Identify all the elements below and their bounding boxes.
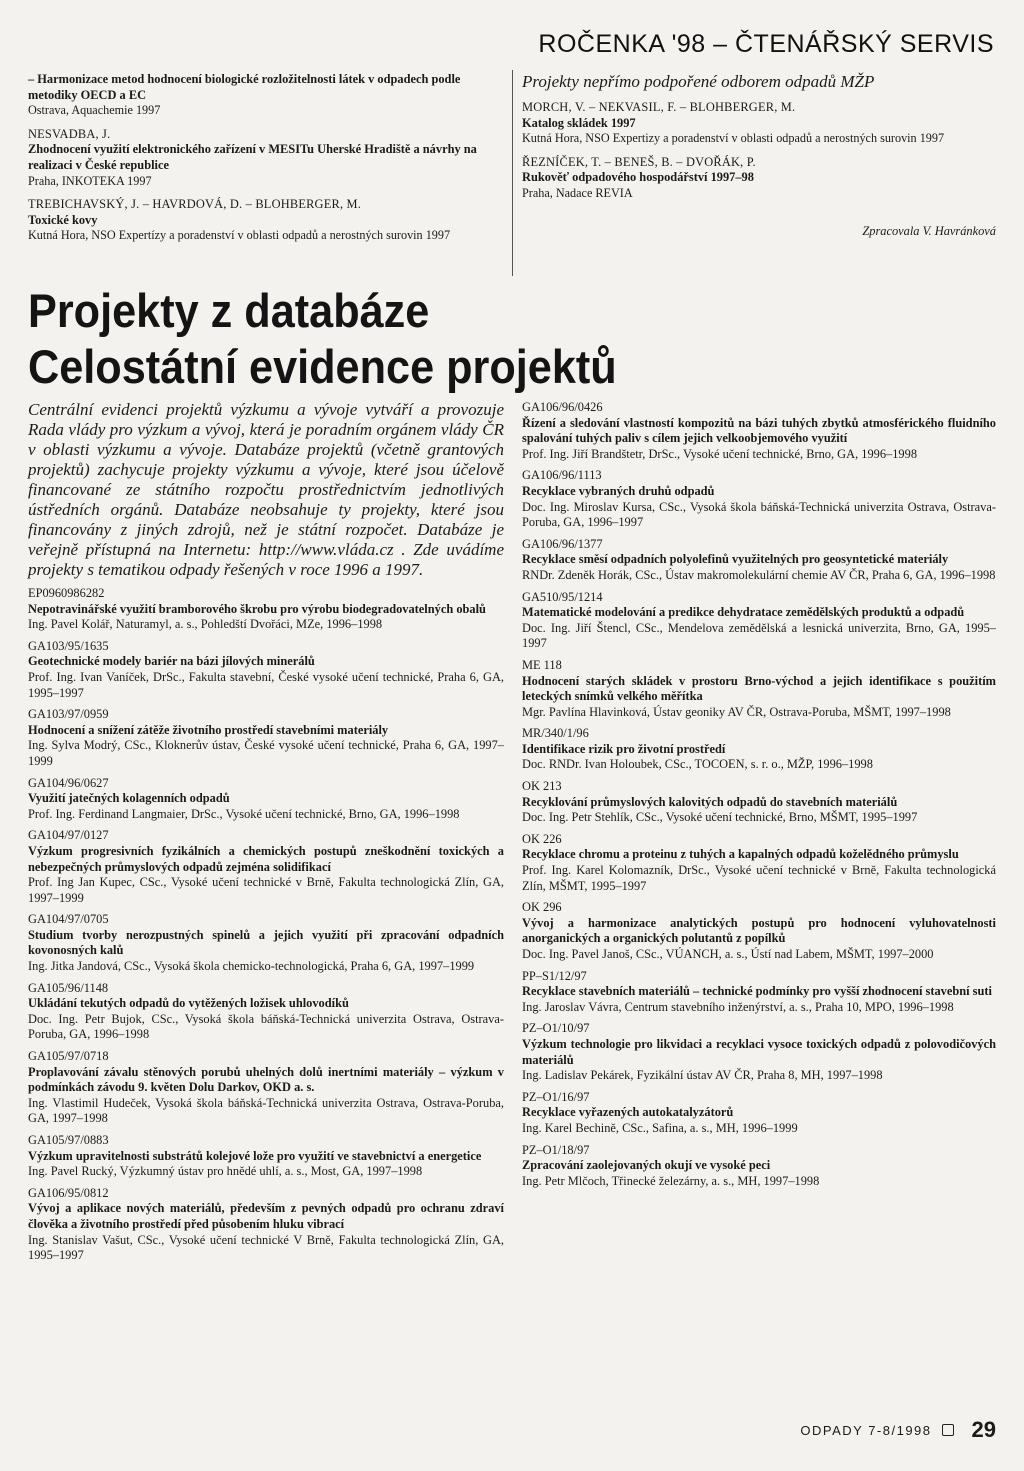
project-code: PZ–O1/10/97 <box>522 1021 590 1036</box>
entry-title: Toxické kovy <box>28 212 98 227</box>
project-title: Výzkum progresivních fyzikálních a chemických postupů zneškodnění toxických a nebezpečných průmyslových odpadů zejména solidifikací <box>28 843 504 874</box>
project-entry <box>28 639 504 701</box>
project-info: Ing. Jitka Jandová, CSc., Vysoká škola chemicko-technologická, Praha 6, GA, 1997–1999 <box>28 959 475 974</box>
project-title: Recyklace vyřazených autokatalyzátorů <box>522 1105 734 1120</box>
entry-title: – Harmonizace metod hodnocení biologické rozložitelnosti látek v odpadech podle metodiky OECD a EC <box>28 72 461 102</box>
project-title: Recyklace vybraných druhů odpadů <box>522 483 715 498</box>
intro-paragraph: Centrální evidenci projektů výzkumu a vývoje vytváří a provozuje Rada vlády pro výzkum a vývoj, která je poradním orgánem vlády ČR v oblasti výzkumu a vývoje. Databáze projektů (včetně grantových projektů) zachycuje projekty výzkumu a vývoje, které jsou účelově financované ze státního rozpočtu prostřednictvím jednotlivých ústředních orgánů. Databáze neobsahuje ty projekty, které jsou financovány z jiných zdrojů, než je státní rozpočet. Databáze je veřejně přístupná na Internetu: http://www.vláda.cz . Zde uvádíme projekty s tematikou odpady řešených v roce 1996 a 1997. <box>28 400 504 579</box>
project-info: Doc. Ing. Miroslav Kursa, CSc., Vysoká škola báňská-Technická univerzita Ostrava, Ostrava-Poruba, GA, 1996–1997 <box>522 499 996 530</box>
project-info: Doc. Ing. Jiří Štencl, CSc., Mendelova zemědělská a lesnická univerzita, Brno, GA, 1995–1997 <box>522 620 996 651</box>
project-code: GA106/96/1113 <box>522 468 602 483</box>
project-code: PZ–O1/18/97 <box>522 1142 590 1157</box>
bibliography-entry <box>28 127 504 189</box>
project-title: Proplavování závalu stěnových porubů uhelných dolů inertními materiály – výzkum v podmínkách závodu 9. květen Dolu Darkov, OKD a. s. <box>28 1064 504 1095</box>
entry-authors: ŘEZNÍČEK, T. – BENEŠ, B. – DVOŘÁK, P. <box>522 154 756 169</box>
project-entry <box>522 537 996 584</box>
project-entry <box>28 828 504 906</box>
project-title: Výzkum upravitelnosti substrátů kolejové lože pro využití ve stavebnictví a energetice <box>28 1148 482 1163</box>
project-code: GA104/97/0127 <box>28 828 109 843</box>
project-code: GA105/97/0718 <box>28 1049 109 1064</box>
header-title: ROČENKA '98 – ČTENÁŘSKÝ SERVIS <box>538 30 994 58</box>
project-code: OK 226 <box>522 831 562 846</box>
projects-column-left <box>28 400 504 1270</box>
project-info: Doc. Ing. Petr Bujok, CSc., Vysoká škola báňská-Technická univerzita Ostrava, Ostrava-Poruba, GA, 1996–1998 <box>28 1011 504 1042</box>
project-code: GA106/96/0426 <box>522 400 603 414</box>
section-heading: Projekty nepřímo podpořené odborem odpadů MŽP <box>522 72 875 91</box>
project-entry <box>28 912 504 974</box>
project-code: OK 296 <box>522 900 562 915</box>
project-info: Ing. Pavel Rucký, Výzkumný ústav pro hnědé uhlí, a. s., Most, GA, 1997–1998 <box>28 1164 423 1179</box>
entry-title: Zhodnocení využití elektronického zařízení v MESITu Uherské Hradiště a návrhy na realizaci v České republice <box>28 142 477 172</box>
project-title: Recyklace chromu a proteinu z tuhých a kapalných odpadů koželědného průmyslu <box>522 847 959 862</box>
entry-publisher: Praha, INKOTEKA 1997 <box>28 173 152 188</box>
project-code: PP–S1/12/97 <box>522 968 587 983</box>
bibliography-entry <box>28 197 504 244</box>
entry-publisher: Ostrava, Aquachemie 1997 <box>28 103 161 118</box>
project-entry <box>28 1186 504 1264</box>
bibliography-right <box>522 72 996 239</box>
project-code: PZ–O1/16/97 <box>522 1089 590 1104</box>
project-code: GA105/96/1148 <box>28 980 109 995</box>
entry-authors: TREBICHAVSKÝ, J. – HAVRDOVÁ, D. – BLOHBERGER, M. <box>28 197 362 212</box>
project-info: Ing. Stanislav Vašut, CSc., Vysoké učení technické V Brně, Fakulta technologická Zlín, GA, 1995–1997 <box>28 1232 504 1263</box>
project-info: Prof. Ing. Ferdinand Langmaier, DrSc., Vysoké učení technické, Brno, GA, 1996–1998 <box>28 806 460 821</box>
page-footer <box>800 1417 996 1443</box>
project-info: Prof. Ing. Ivan Vaníček, DrSc., Fakulta stavební, České vysoké učení technické, Praha 6, GA, 1995–1997 <box>28 669 504 700</box>
project-info: RNDr. Zdeněk Horák, CSc., Ústav makromolekulární chemie AV ČR, Praha 6, GA, 1996–1998 <box>522 567 996 582</box>
entry-publisher: Praha, Nadace REVIA <box>522 185 633 200</box>
project-title: Řízení a sledování vlastností kompozitů na bázi tuhých zbytků atmosférického fluidního spalování tuhých paliv s cílem jejich velkoobjemového využití <box>522 415 996 446</box>
bibliography-entry <box>28 72 504 119</box>
project-entry <box>28 776 504 823</box>
project-entry <box>522 900 996 962</box>
project-entry <box>522 779 996 826</box>
project-info: Ing. Ladislav Pekárek, Fyzikální ústav AV ČR, Praha 8, MH, 1997–1998 <box>522 1068 883 1083</box>
article-title-line: Projekty z databáze <box>28 284 430 337</box>
project-title: Recyklace stavebních materiálů – technické podmínky pro vyšší zhodnocení stavební suti <box>522 984 992 999</box>
project-code: GA104/96/0627 <box>28 775 109 790</box>
project-title: Recyklace směsí odpadních polyolefinů využitelných pro geosyntetické materiály <box>522 552 949 567</box>
project-info: Prof. Ing. Karel Kolomazník, DrSc., Vysoké učení technické v Brně, Fakulta technologická Zlín, MŠMT, 1995–1997 <box>522 863 996 893</box>
project-title: Nepotravinářské využití bramborového škrobu pro výrobu biodegradovatelných obalů <box>28 601 486 616</box>
project-title: Výzkum technologie pro likvidaci a recyklaci vysoce toxických odpadů z polovodičových materiálů <box>522 1036 996 1067</box>
project-entry <box>522 1090 996 1137</box>
project-info: Prof. Ing Jan Kupec, CSc., Vysoké učení technické v Brně, Fakulta technologická Zlín, GA, 1997–1999 <box>28 875 504 905</box>
project-title: Ukládání tekutých odpadů do vytěžených ložisek uhlovodíků <box>28 996 349 1011</box>
project-info: Ing. Petr Mlčoch, Třinecké železárny, a. s., MH, 1997–1998 <box>522 1173 820 1188</box>
entry-publisher: Kutná Hora, NSO Expertizy a poradenství v oblasti odpadů a nerostných surovin 1997 <box>522 131 945 146</box>
article-title-line: Celostátní evidence projektů <box>28 340 617 393</box>
project-info: Prof. Ing. Jiří Brandštetr, DrSc., Vysoké učení technické, Brno, GA, 1996–1998 <box>522 446 918 461</box>
issue-label: ODPADY 7-8/1998 <box>800 1422 932 1438</box>
project-code: ME 118 <box>522 657 562 672</box>
entry-publisher: Kutná Hora, NSO Expertízy a poradenství v oblasti odpadů a nerostných surovin 1997 <box>28 228 451 243</box>
project-title: Hodnocení a snížení zátěže životního prostředí stavebními materiály <box>28 722 389 737</box>
project-entry <box>28 586 504 633</box>
article-title <box>28 283 911 395</box>
project-entry <box>28 1049 504 1127</box>
project-title: Studium tvorby nerozpustných spinelů a jejich využití při zpracování odpadních kovonosných kalů <box>28 927 504 958</box>
bibliography-left <box>28 72 504 252</box>
project-code: GA104/97/0705 <box>28 912 109 927</box>
project-info: Ing. Karel Bechině, CSc., Safina, a. s., MH, 1996–1999 <box>522 1120 798 1135</box>
project-list <box>522 400 996 1189</box>
project-code: GA106/95/0812 <box>28 1185 109 1200</box>
entry-authors: MORCH, V. – NEKVASIL, F. – BLOHBERGER, M. <box>522 100 796 114</box>
project-title: Vývoj a harmonizace analytických postupů pro hodnocení vyluhovatelnosti anorganických a organických polutantů z popílků <box>522 915 996 946</box>
project-info: Doc. RNDr. Ivan Holoubek, CSc., TOCOEN, s. r. o., MŽP, 1996–1998 <box>522 757 873 772</box>
project-code: GA106/96/1377 <box>522 536 603 551</box>
project-info: Ing. Sylva Modrý, CSc., Kloknerův ústav, České vysoké učení technické, Praha 6, GA, 1997–1999 <box>28 738 504 768</box>
project-info: Ing. Pavel Kolář, Naturamyl, a. s., Pohledští Dvořáci, MZe, 1996–1998 <box>28 617 383 632</box>
square-icon <box>942 1424 954 1436</box>
bibliography-entry <box>522 155 996 202</box>
project-title: Zpracování zaolejovaných okují ve vysoké peci <box>522 1158 771 1173</box>
project-info: Mgr. Pavlína Hlavinková, Ústav geoniky AV ČR, Ostrava-Poruba, MŠMT, 1997–1998 <box>522 704 951 719</box>
page-number: 29 <box>971 1417 996 1442</box>
signature: Zpracovala V. Havránková <box>862 223 996 238</box>
project-entry <box>522 1143 996 1190</box>
project-code: GA510/95/1214 <box>522 589 603 604</box>
project-info: Doc. Ing. Pavel Janoš, CSc., VÚANCH, a. s., Ústí nad Labem, MŠMT, 1997–2000 <box>522 947 934 961</box>
projects-column-right <box>522 400 996 1195</box>
project-code: GA105/97/0883 <box>28 1133 109 1147</box>
project-entry <box>522 590 996 652</box>
project-list <box>28 586 504 1264</box>
project-code: MR/340/1/96 <box>522 726 589 741</box>
project-title: Recyklování průmyslových kalovitých odpadů do stavebních materiálů <box>522 794 898 809</box>
project-entry <box>28 707 504 769</box>
project-entry <box>522 400 996 462</box>
project-entry <box>522 468 996 530</box>
project-info: Doc. Ing. Petr Stehlík, CSc., Vysoké učení technické, Brno, MŠMT, 1995–1997 <box>522 810 918 825</box>
entry-title: Katalog skládek 1997 <box>522 115 636 130</box>
entry-title: Rukověť odpadového hospodářství 1997–98 <box>522 170 754 185</box>
project-info: Ing. Vlastimil Hudeček, Vysoká škola báňská-Technická univerzita Ostrava, Ostrava-Poruba, GA, 1997–1998 <box>28 1095 504 1126</box>
project-code: GA103/97/0959 <box>28 707 109 722</box>
project-entry <box>522 726 996 773</box>
project-title: Matematické modelování a predikce dehydratace zemědělských produktů a odpadů <box>522 605 965 620</box>
project-code: EP0960986282 <box>28 586 105 600</box>
project-code: GA103/95/1635 <box>28 638 109 653</box>
project-entry <box>28 981 504 1043</box>
entry-authors: NESVADBA, J. <box>28 126 111 141</box>
project-entry <box>522 1021 996 1083</box>
project-entry <box>522 832 996 894</box>
project-title: Identifikace rizik pro životní prostředí <box>522 741 726 756</box>
project-title: Vývoj a aplikace nových materiálů, především z pevných odpadů pro ochranu zdraví člověka a životního prostředí před působením hluku vibrací <box>28 1201 504 1231</box>
project-info: Ing. Jaroslav Vávra, Centrum stavebního inženýrství, a. s., Praha 10, MPO, 1996–1998 <box>522 999 954 1014</box>
bibliography-entry <box>522 100 996 147</box>
project-title: Geotechnické modely bariér na bázi jílových minerálů <box>28 654 315 669</box>
project-code: OK 213 <box>522 779 562 794</box>
project-title: Využití jatečných kolagenních odpadů <box>28 791 230 806</box>
project-entry <box>28 1133 504 1180</box>
project-entry <box>522 658 996 720</box>
project-entry <box>522 969 996 1016</box>
column-divider <box>512 70 513 276</box>
project-title: Hodnocení starých skládek v prostoru Brno-východ a jejich identifikace s použitím leteckých snímků velkého měřítka <box>522 673 996 704</box>
